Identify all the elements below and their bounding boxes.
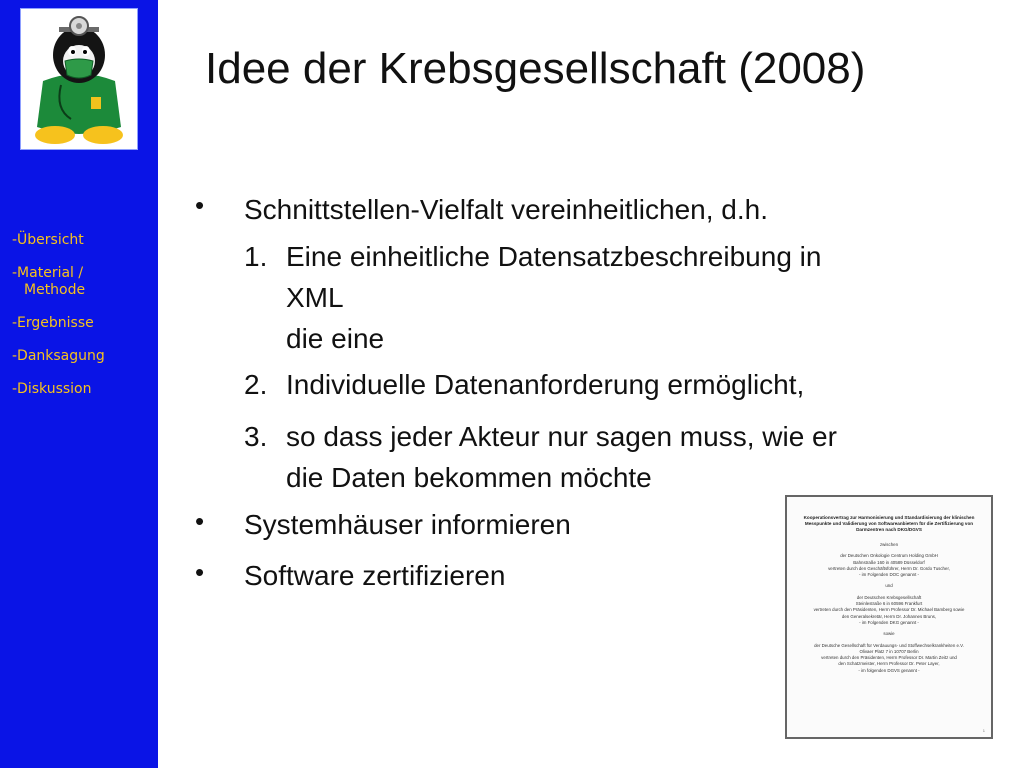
bullet-dot-icon: • [195,506,205,536]
slide-title: Idee der Krebsgesellschaft (2008) [205,44,866,93]
document-line: vertreten durch den Präsidenten, Herrn Professor Dr. Martin Zeitz und [821,655,957,661]
document-line: Olivaer Platz 7 in 10707 Berlin [859,648,919,654]
list-item-line: so dass jeder Akteur nur sagen muss, wie er [286,421,837,452]
nav-item-label: -Übersicht [12,232,84,248]
sidebar [0,0,158,768]
nav-item-label: -Diskussion [12,381,92,397]
document-line: den Generalsekretär, Herrn Dr. Johannes Bruns, [841,613,937,619]
nav-item-label-line2: Methode [24,282,86,298]
document-line: Steinlestraße 6 in 60596 Frankfurt [855,601,923,607]
bullet-item: Software zertifizieren [244,560,506,591]
document-line: und [885,583,893,589]
nav-item-label: -Material / [12,265,84,281]
document-line: vertreten durch den Geschäftsführer, Herrn Dr. Gordo Tuscher, [828,565,950,571]
nav-menu [12,232,152,414]
list-item-line: Individuelle Datenanforderung ermöglicht, [286,369,805,400]
document-line: sowie [883,631,895,637]
document-header: Kooperationsvertrag zur Harmonisierung und Standardisierung der klinischen Messpunkte und Validierung von Softwareanbietern für die Zertifizierung von Darmzentren nach DKG/DGVS [803,515,975,532]
contract-document-image [785,495,993,739]
document-line: - im folgenden DGVS genannt - [858,667,920,673]
nav-item-diskussion[interactable] [12,381,152,398]
list-number: 2. [244,369,268,400]
document-line: der Deutsche Gesellschaft für Verdauungs- und Stoffwechselkrankheiten e.V. [814,642,964,648]
document-line: - im Folgenden DKG genannt - [859,619,919,625]
document-line: der Deutschen Onkologie Centrum Holding GmbH [840,553,938,559]
list-item-line: die Daten bekommen möchte [286,462,652,493]
list-item-line: Eine einheitliche Datensatzbeschreibung in [286,241,822,272]
bullet-dot-icon: • [195,557,205,587]
nav-item-label: -Ergebnisse [12,315,94,331]
tux-doctor-icon [20,8,138,150]
document-line: den Schatzmeister, Herrn Professor Dr. Peter Layer, [838,661,940,667]
list-item-line: die eine [286,323,385,354]
list-number: 3. [244,421,268,452]
document-line: zwischen [879,542,899,547]
document-line: Bahnstraße 160 in 40589 Düsseldorf [853,559,925,565]
list-number: 1. [244,241,268,272]
nav-item-material-methode[interactable] [12,265,152,299]
nav-item-ergebnisse[interactable] [12,315,152,332]
nav-item-label: -Danksagung [12,348,105,364]
document-line: der Deutschen Krebsgesellschaft [856,594,922,600]
nav-item-danksagung[interactable] [12,348,152,365]
bullet-item: Schnittstellen-Vielfalt vereinheitlichen, d.h. [244,194,769,225]
document-line: vertreten durch den Präsidenten, Herrn Professor Dr. Michael Bamberg sowie [813,607,965,613]
nav-item-uebersicht[interactable] [12,232,152,249]
document-page-number: 1 [982,728,985,733]
bullet-item: Systemhäuser informieren [244,509,571,540]
bullet-dot-icon: • [195,190,205,220]
document-line: - im Folgenden DOC genannt - [858,572,920,578]
list-item-line: XML [286,282,344,313]
